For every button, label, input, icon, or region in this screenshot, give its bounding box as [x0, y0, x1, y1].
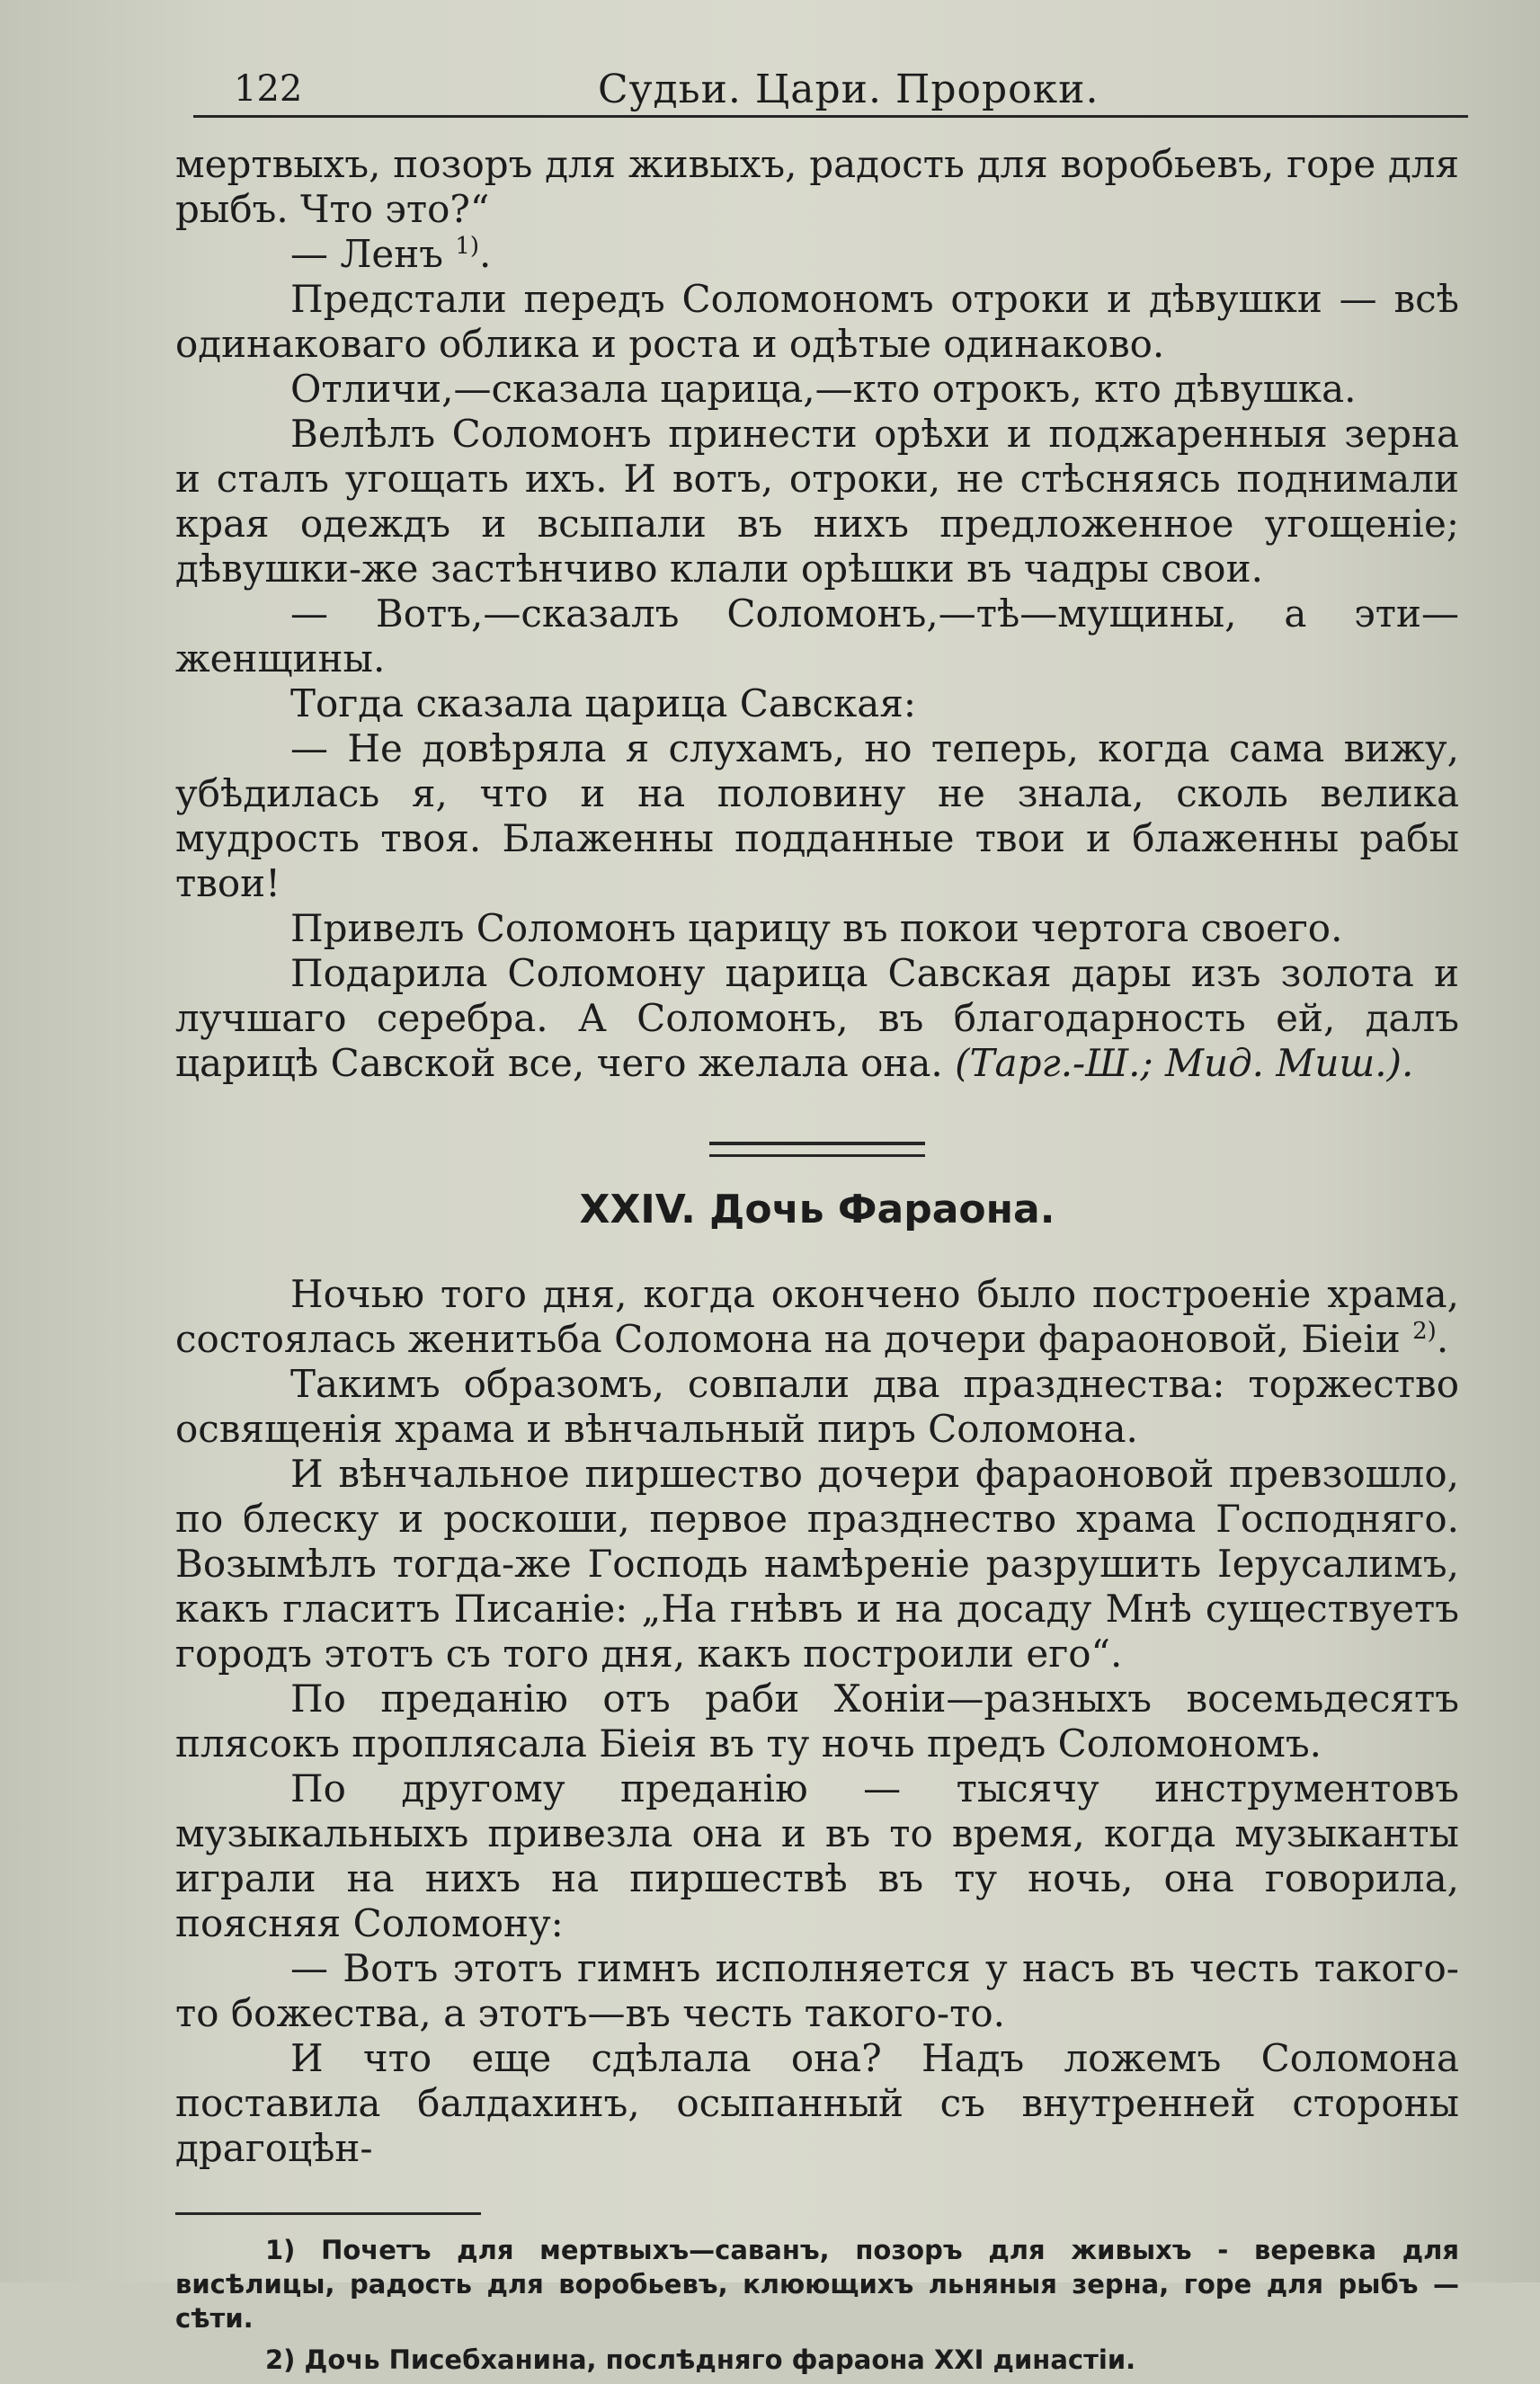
footnote-rule — [175, 2212, 481, 2215]
footnote-2: 2) Дочь Писебханина, послѣдняго фараона XXI династiи. — [265, 2344, 1136, 2375]
running-header — [193, 61, 1468, 118]
paragraph: Тогда сказала царица Савская: — [290, 681, 916, 725]
footnote-1: 1) Почетъ для мертвыхъ—саванъ, позоръ для живыхъ - веревка для висѣлицы, радость для воробьевъ, клюющихъ льняныя зерна, горе для рыбъ — сѣти. — [175, 2235, 1459, 2334]
source-citation: (Тарг.-Ш.; Мид. Миш.). — [955, 1041, 1414, 1085]
paragraph: Отличи,—сказала царица,—кто отрокъ, кто дѣвушка. — [290, 367, 1357, 411]
paragraph: — Ленъ $^{1)}$. — [290, 232, 492, 276]
paragraph: — Вотъ этотъ гимнъ исполняется у насъ въ честь такого-то божества, а этотъ—въ честь такого-то. — [175, 1946, 1459, 2035]
paragraph: По преданiю отъ раби Хонiи—разныхъ восемьдесятъ плясокъ проплясала Бiеiя въ ту ночь предъ Соломономъ. — [175, 1677, 1459, 1766]
paragraph: Предстали передъ Соломономъ отроки и дѣвушки — всѣ одинаковаго облика и роста и одѣтые одинаково. — [175, 277, 1459, 366]
page-number: 122 — [234, 68, 303, 110]
main-text — [175, 142, 1459, 2384]
paragraph: — Не довѣряла я слухамъ, но теперь, когда сама вижу, убѣдилась я, что и на половину не знала, сколь велика мудрость твоя. Блаженны подданные твои и блаженны рабы твои! — [175, 726, 1459, 905]
paragraph — [175, 951, 1459, 1086]
paragraph: И вѣнчальное пиршество дочери фараоновой превзошло, по блеску и роскоши, первое празднество храма Господняго. Возымѣлъ тогда-же Господь намѣренiе разрушить Iерусалимъ, какъ гласитъ Писанiе: „На гнѣвъ и на досаду Мнѣ существуетъ городъ этотъ съ того дня, какъ построили его“. — [175, 1452, 1459, 1676]
paragraph: мертвыхъ, позоръ для живыхъ, радость для воробьевъ, горе для рыбъ. Что это?“ — [175, 142, 1459, 231]
paragraph: Привелъ Соломонъ царицу въ покои чертога своего. — [290, 906, 1343, 950]
footnotes — [175, 2233, 1459, 2377]
chapter-heading: XXIV. Дочь Фараона. — [579, 1187, 1055, 1232]
running-title: Судьи. Цари. Пророки. — [598, 67, 1099, 112]
paragraph: И что еще сдѣлала она? Надъ ложемъ Соломона поставила балдахинъ, осыпанный съ внутренней стороны драгоцѣн- — [175, 2036, 1459, 2170]
paragraph: Ночью того дня, когда окончено было построенiе храма, состоялась женитьба Соломона на дочери фараоновой, Бiеiи $^{2)}$. — [175, 1272, 1459, 1361]
section-divider — [709, 1142, 925, 1157]
paragraph-text: Подарила Соломону царица Савская дары изъ золота и лучшаго серебра. А Соломонъ, въ благодарность ей, далъ царицѣ Савской все, чего желала она. — [175, 951, 1459, 1085]
paragraph: Такимъ образомъ, совпали два празднества: торжество освященiя храма и вѣнчальный пиръ Соломона. — [175, 1362, 1459, 1451]
paragraph: Велѣлъ Соломонъ принести орѣхи и поджаренныя зерна и сталъ угощать ихъ. И вотъ, отроки, не стѣсняясь поднимали края одеждъ и всыпали въ нихъ предложенное угощенiе; дѣвушки-же застѣнчиво клали орѣшки въ чадры свои. — [175, 412, 1459, 591]
footnote-ref-2: 2) — [1412, 1318, 1437, 1345]
paragraph-text: — Ленъ — [290, 232, 456, 276]
paragraph-text: Ночью того дня, когда окончено было построенiе храма, состоялась женитьба Соломона на дочери фараоновой, Бiеiи — [175, 1272, 1459, 1361]
paragraph: — Вотъ,—сказалъ Соломонъ,—тѣ—мущины, а эти—женщины. — [175, 592, 1459, 681]
footnote-ref-1: 1) — [455, 233, 480, 260]
paragraph: По другому преданiю — тысячу инструментовъ музыкальныхъ привезла она и въ то время, когда музыканты играли на нихъ на пиршествѣ въ ту ночь, она говорила, поясняя Соломону: — [175, 1766, 1459, 1945]
